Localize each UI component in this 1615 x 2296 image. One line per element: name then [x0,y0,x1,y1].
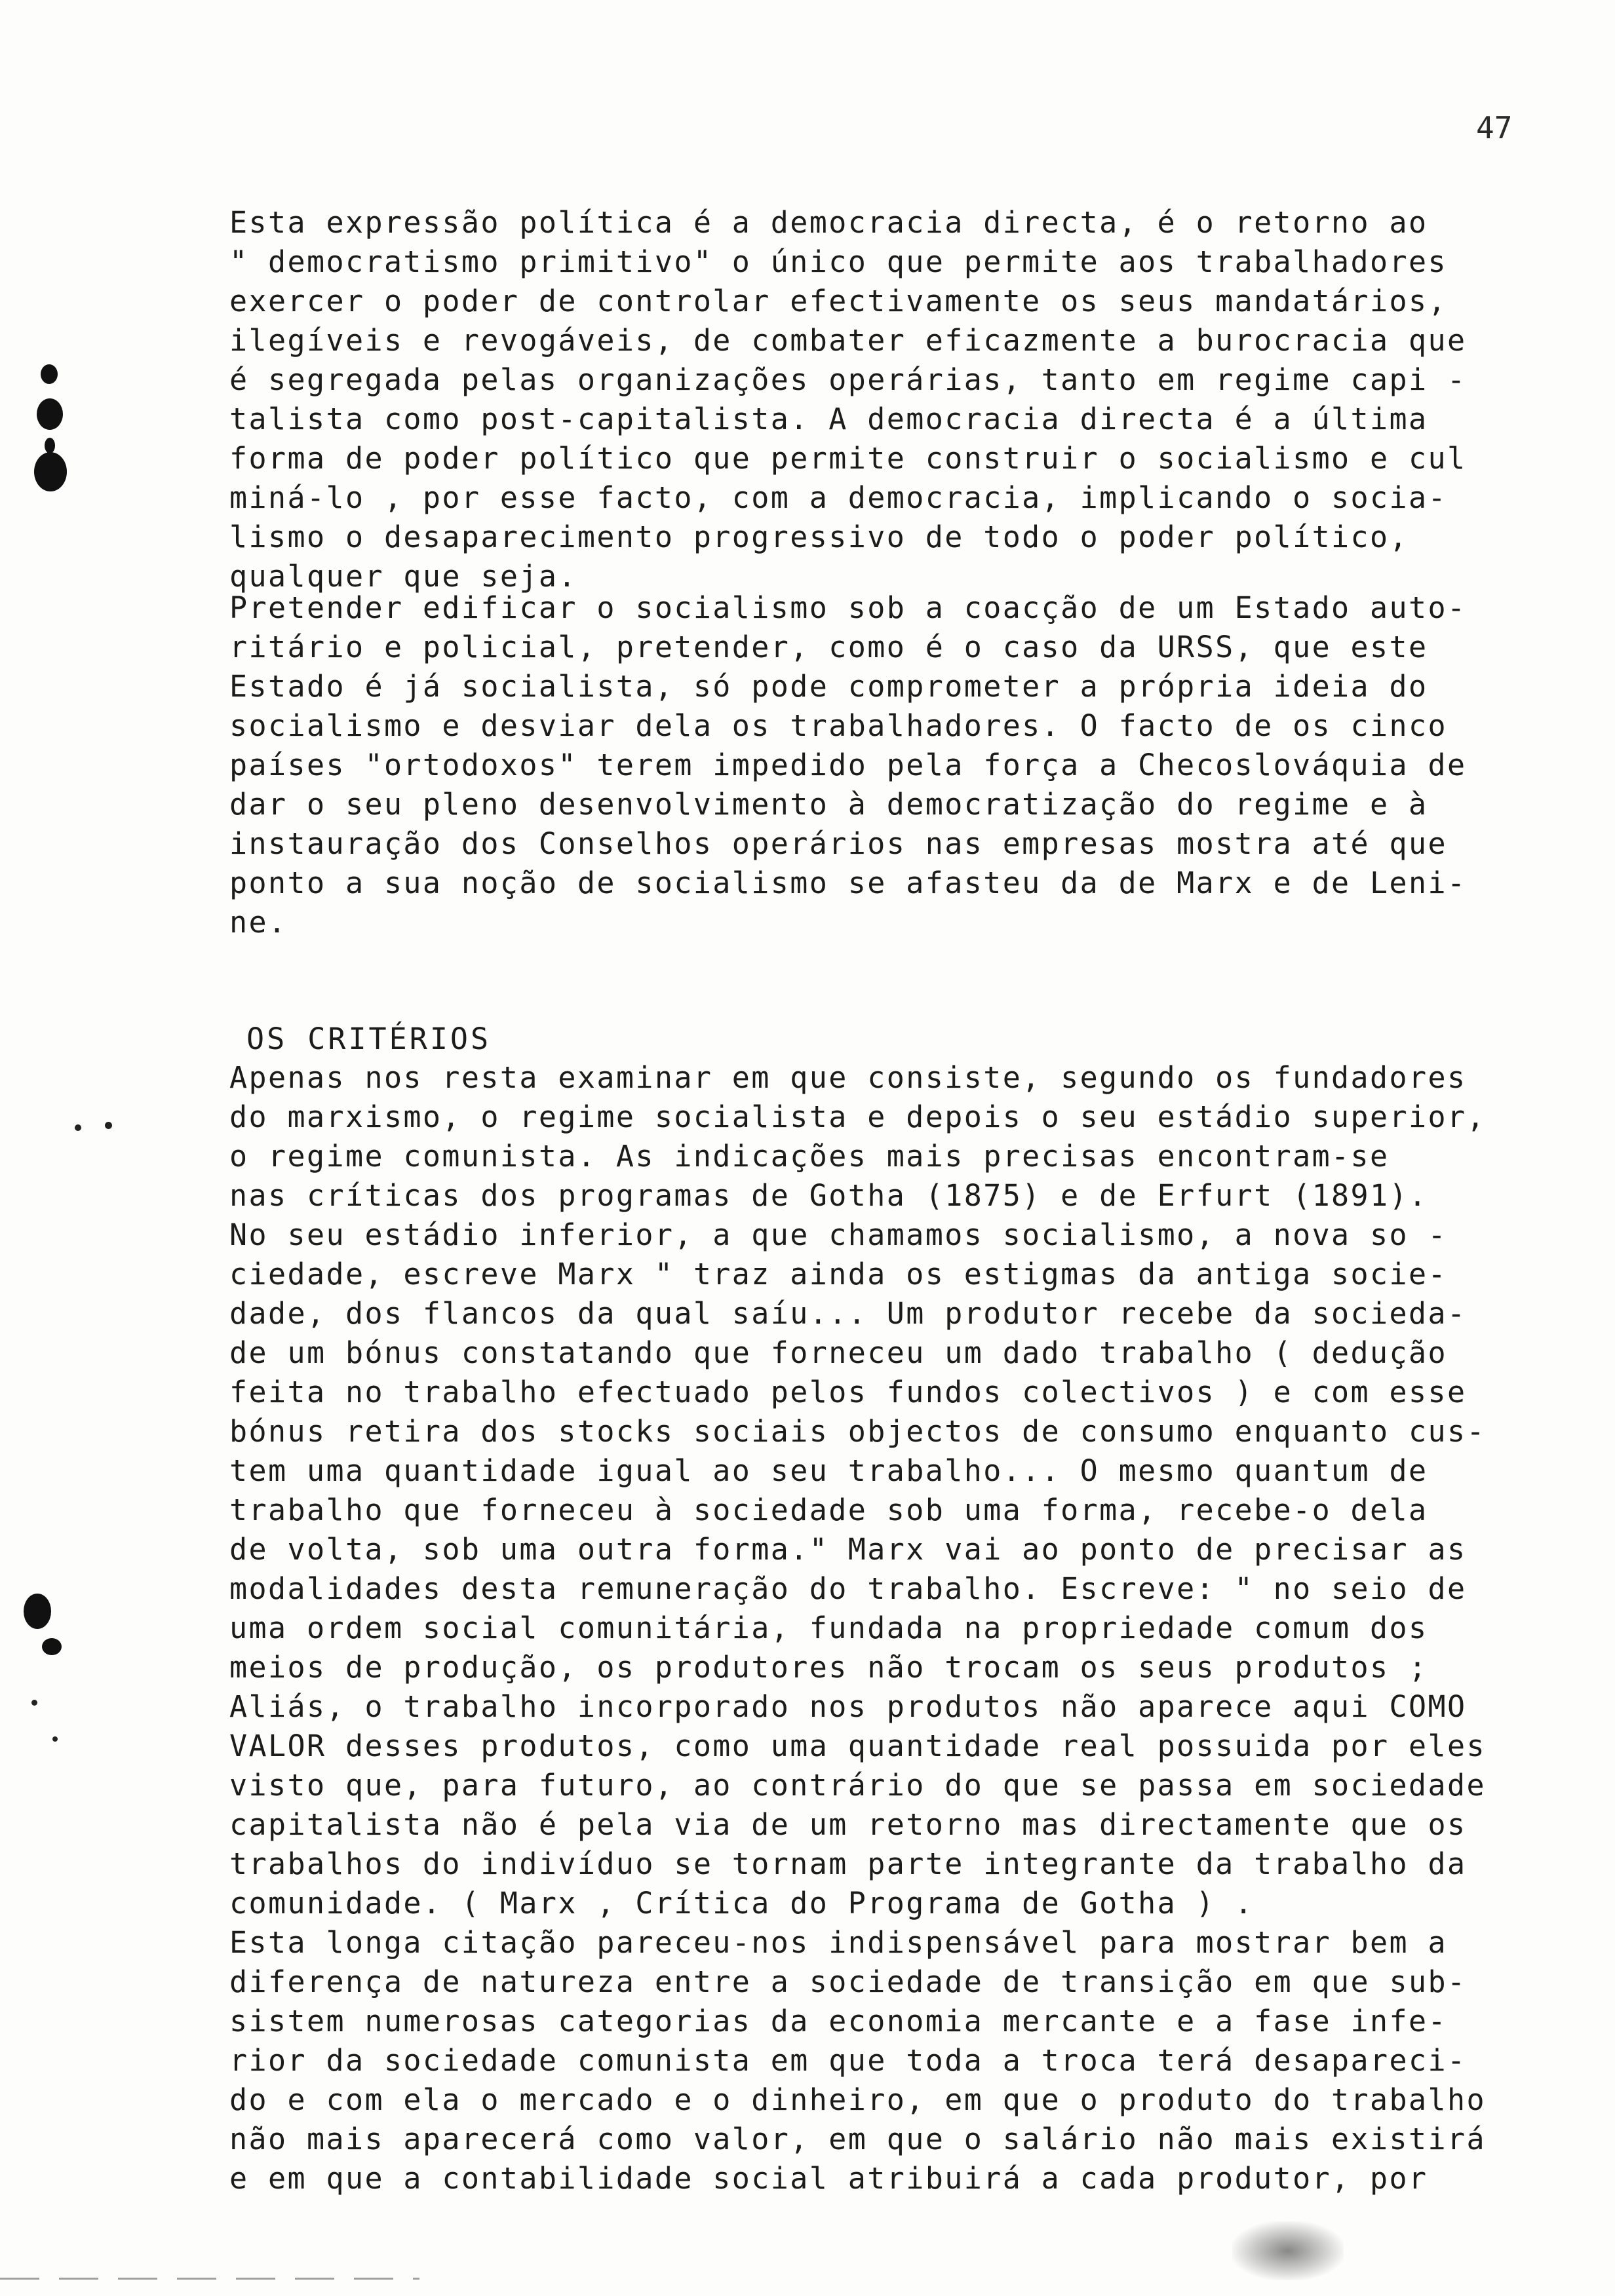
text-line: comunidade. ( Marx , Crítica do Programa de Gotha ) . [229,1886,1255,1921]
paragraph-authoritarian-state [229,588,1580,942]
text-line: modalidades desta remuneração do trabalho. Escreve: " no seio de [229,1571,1467,1606]
text-line: miná-lo , por esse facto, com a democracia, implicando o socia- [229,480,1448,515]
text-line: capitalista não é pela via de um retorno mas directamente que os [229,1807,1467,1842]
text-line: qualquer que seja. [229,559,577,594]
text-line: lismo o desaparecimento progressivo de todo o poder político, [229,520,1409,554]
punch-hole-mark [41,364,58,384]
punch-hole-mark [45,438,55,453]
text-line: VALOR desses produtos, como uma quantidade real possuida por eles [229,1729,1486,1763]
punch-hole-mark [75,1124,81,1131]
punch-hole-mark [52,1736,58,1742]
text-line: meios de produção, os produtores não trocam os seus produtos ; [229,1650,1428,1685]
punch-hole-mark [42,1638,62,1655]
text-line: e em que a contabilidade social atribuirá a cada produtor, por [229,2161,1428,2196]
text-line: tem uma quantidade igual ao seu trabalho... O mesmo quantum de [229,1453,1428,1488]
text-line: instauração dos Conselhos operários nas empresas mostra até que [229,826,1448,861]
punch-hole-mark [34,452,67,491]
text-line: No seu estádio inferior, a que chamamos socialismo, a nova so - [229,1217,1448,1252]
text-line: países "ortodoxos" terem impedido pela força a Checoslováquia de [229,748,1467,782]
text-line: ritário e policial, pretender, como é o caso da URSS, que este [229,630,1428,664]
text-line: socialismo e desviar dela os trabalhadores. O facto de os cinco [229,708,1448,743]
paragraph-direct-democracy [229,203,1580,596]
text-line: Pretender edificar o socialismo sob a coacção de um Estado auto- [229,590,1467,625]
text-line: uma ordem social comunitária, fundada na propriedade comum dos [229,1611,1428,1645]
text-line: não mais aparecerá como valor, em que o salário não mais existirá [229,2122,1486,2156]
punch-hole-mark [37,398,63,430]
text-line: do marxismo, o regime socialista e depois o seu estádio superior, [229,1100,1486,1134]
text-line: sistem numerosas categorias da economia mercante e a fase infe- [229,2004,1448,2038]
text-line: Esta longa citação pareceu-nos indispensável para mostrar bem a [229,1925,1448,1960]
text-line: do e com ela o mercado e o dinheiro, em que o produto do trabalho [229,2082,1486,2117]
text-line: o regime comunista. As indicações mais precisas encontram-se [229,1139,1390,1174]
text-line: Estado é já socialista, só pode comprometer a própria ideia do [229,669,1428,704]
text-line: ciedade, escreve Marx " traz ainda os estigmas da antiga socie- [229,1257,1448,1292]
punch-hole-mark [24,1594,51,1629]
text-line: de volta, sob uma outra forma." Marx vai ao ponto de precisar as [229,1532,1467,1567]
text-line: dar o seu pleno desenvolvimento à democratização do regime e à [229,787,1428,822]
text-line: Aliás, o trabalho incorporado nos produtos não aparece aqui COMO [229,1689,1467,1724]
text-line: exercer o poder de controlar efectivamente os seus mandatários, [229,284,1448,318]
text-line: trabalhos do indivíduo se tornam parte integrante da trabalho da [229,1846,1467,1881]
text-line: Apenas nos resta examinar em que consiste, segundo os fundadores [229,1060,1467,1095]
text-line: ilegíveis e revogáveis, de combater eficazmente a burocracia que [229,323,1467,358]
text-line: nas críticas dos programas de Gotha (1875) e de Erfurt (1891). [229,1178,1428,1213]
text-line: ponto a sua noção de socialismo se afasteu da de Marx e de Leni- [229,866,1467,900]
ink-smudge [1232,2221,1344,2280]
text-line: feita no trabalho efectuado pelos fundos colectivos ) e com esse [229,1375,1467,1409]
text-line: talista como post-capitalista. A democracia directa é a última [229,402,1428,436]
text-line: de um bónus constatando que forneceu um dado trabalho ( dedução [229,1335,1448,1370]
text-line: forma de poder político que permite construir o socialismo e cul [229,441,1467,476]
text-line: diferença de natureza entre a sociedade de transição em que sub- [229,1964,1467,1999]
punch-hole-mark [31,1700,37,1706]
section-heading: OS CRITÉRIOS [246,1022,492,1056]
paragraph-criteria [229,1058,1580,2198]
text-line: ne. [229,905,288,940]
bottom-edge-rule [0,2278,419,2280]
text-line: trabalho que forneceu à sociedade sob uma forma, recebe-o dela [229,1493,1428,1527]
text-line: rior da sociedade comunista em que toda a troca terá desapareci- [229,2043,1467,2078]
text-line: bónus retira dos stocks sociais objectos de consumo enquanto cus- [229,1414,1486,1449]
text-line: " democratismo primitivo" o único que permite aos trabalhadores [229,244,1448,279]
text-line: Esta expressão política é a democracia directa, é o retorno ao [229,205,1428,240]
text-line: visto que, para futuro, ao contrário do que se passa em sociedade [229,1768,1486,1803]
page-number: 47 [1476,110,1513,145]
text-line: dade, dos flancos da qual saíu... Um produtor recebe da socieda- [229,1296,1467,1331]
punch-hole-mark [105,1122,112,1129]
text-line: é segregada pelas organizações operárias, tanto em regime capi - [229,362,1467,397]
